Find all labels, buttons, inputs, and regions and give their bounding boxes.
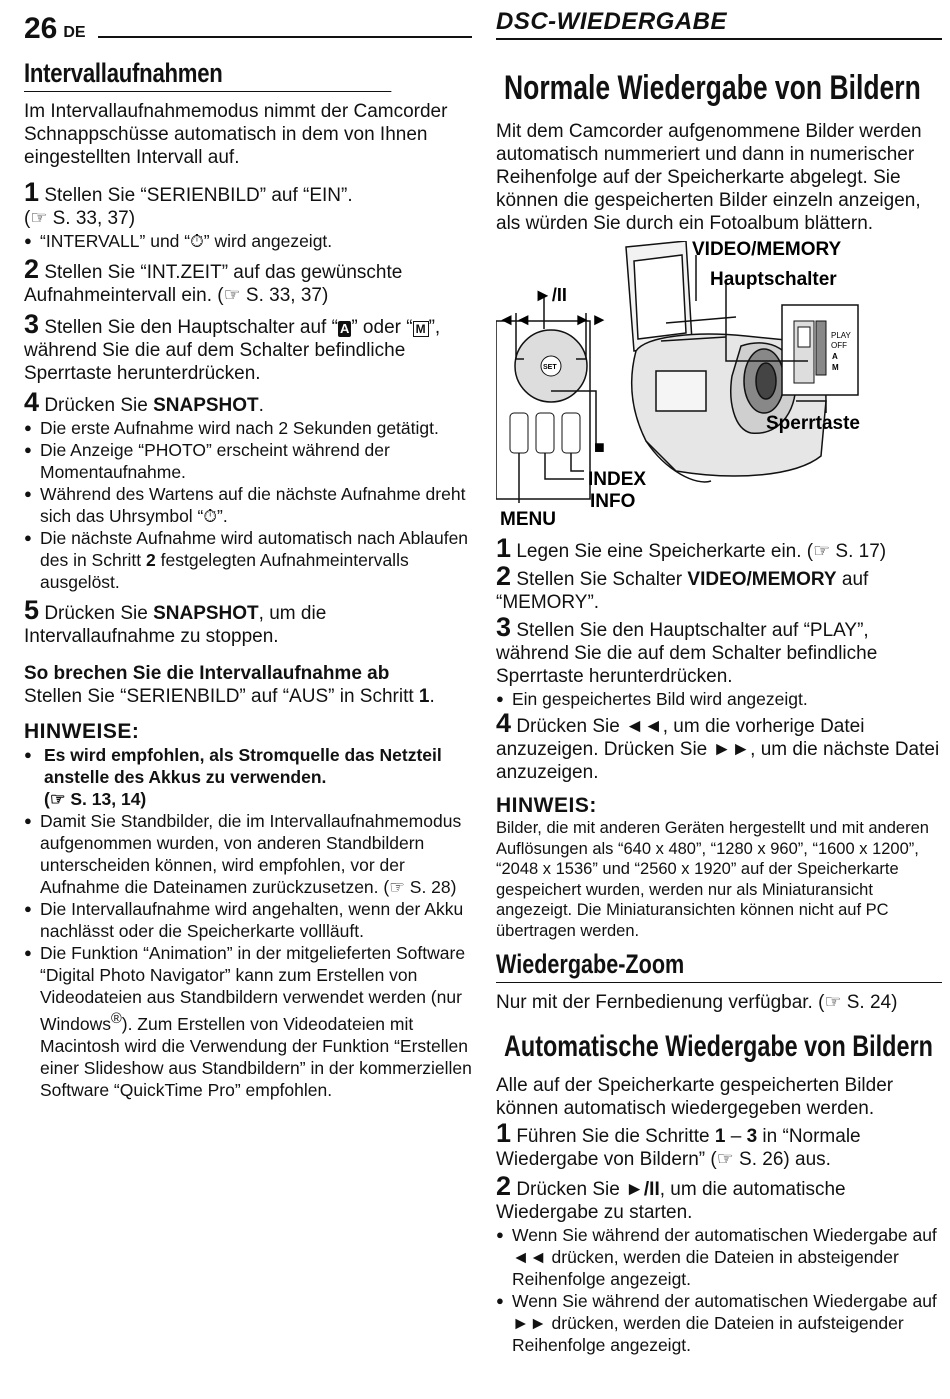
auto-step-2-bullet xyxy=(496,1224,942,1290)
playback-step-1 xyxy=(496,533,942,563)
step-bold: 1 xyxy=(714,1126,726,1147)
rewind-symbol: ◄◄ xyxy=(512,1247,547,1267)
auto-step-2-bullet xyxy=(496,1290,942,1356)
title-auto-playback xyxy=(496,1024,942,1070)
step-text: Stellen Sie “SERIENBILD” auf “EIN”. xyxy=(44,185,353,206)
step-number: 3 xyxy=(496,612,512,642)
title-normal-playback xyxy=(496,62,942,114)
step-text: ” oder “ xyxy=(351,317,413,338)
playback-step-3 xyxy=(496,612,942,688)
switch-a-label: A xyxy=(832,352,838,361)
section-title: Intervallaufnahmen xyxy=(24,58,391,92)
header-rule xyxy=(98,36,472,38)
mode-a-icon: A xyxy=(339,321,350,336)
abort-text-body: Stellen Sie “SERIENBILD” auf “AUS” in Schritt xyxy=(24,686,419,707)
menu-label: MENU xyxy=(500,509,556,530)
step-text: Drücken Sie xyxy=(44,395,154,416)
page-language: DE xyxy=(63,24,86,41)
step-2 xyxy=(24,254,472,307)
auto-step-2 xyxy=(496,1171,942,1224)
abort-text xyxy=(24,685,472,708)
notes-title: HINWEISE: xyxy=(24,720,140,743)
step-4-bullet xyxy=(24,527,472,593)
step-text: ”, während Sie die auf dem Schalter befindliche Sperrtaste herunterdrücken. xyxy=(24,317,441,384)
step-text: , um die vorherige Datei anzuzeigen. Drücken Sie xyxy=(496,716,865,760)
step-4-bullet: ● Die erste Aufnahme wird nach 2 Sekunden getätigt. xyxy=(24,417,472,439)
step-number: 4 xyxy=(496,708,512,738)
note-text: Damit Sie Standbilder, die im Intervallaufnahmemodus aufgenommen wurden, von anderen Standbildern unterscheiden können, wird empfohlen, vor der Aufnahme die Dateinamen zurückzusetzen. xyxy=(40,811,462,897)
auto-step-1 xyxy=(496,1118,942,1171)
bullet-text: drücken, werden die Dateien in aufsteigender Reihenfolge angezeigt. xyxy=(512,1313,904,1355)
note-3: ● Die Intervallaufnahme wird angehalten, wenn der Akku nachlässt oder die Speicherkarte vollläuft. xyxy=(24,898,472,942)
note-4 xyxy=(24,942,472,1101)
step-1 xyxy=(24,177,472,230)
step-text: Stellen Sie den Hauptschalter auf “PLAY”, während Sie die auf dem Schalter befindliche Sperrtaste herunterdrücken. xyxy=(496,620,878,687)
switch-off-label: OFF xyxy=(831,341,847,350)
step-number: 5 xyxy=(24,595,40,625)
step-text: , um die automatische Wiedergabe zu starten. xyxy=(496,1179,846,1223)
page-number: 26 xyxy=(24,12,58,45)
registered-mark: ® xyxy=(111,1011,122,1027)
switch-m-label: M xyxy=(832,363,839,372)
step-bold: 3 xyxy=(746,1126,758,1147)
control-pad-panel xyxy=(496,321,590,499)
play-pause-label: ►/II xyxy=(534,285,567,305)
zoom-text xyxy=(496,991,942,1014)
step-number: 2 xyxy=(496,561,512,591)
step-text-end: aus. xyxy=(789,1149,831,1170)
step-dash: – xyxy=(725,1126,747,1147)
bullet-text: festgelegten Aufnahmeintervalls ausgelöst. xyxy=(40,550,409,592)
zoom-rule xyxy=(496,982,942,983)
bullet-text: drücken, werden die Dateien in absteigender Reihenfolge angezeigt. xyxy=(512,1247,899,1289)
section-header: DSC-WIEDERGABE xyxy=(496,0,942,40)
note-text: Die Funktion “Animation” in der mitgelieferten Software “Digital Photo Navigator” kann zum Erstellen von Videodateien aus Standbildern verwendet werden (nur Windows xyxy=(40,943,466,1034)
playback-step-4 xyxy=(496,708,942,784)
step-text: , um die nächste Datei anzuzeigen. xyxy=(496,739,940,783)
mode-m-icon: M xyxy=(413,321,429,337)
page-reference: (☞ S. 26) xyxy=(710,1149,790,1170)
step-text-end: auf “MEMORY”. xyxy=(496,569,869,613)
step-1-bullet: ● “INTERVALL” und “⏱” wird angezeigt. xyxy=(24,230,472,252)
step-text: Stellen Sie “INT.ZEIT” auf das gewünschte Aufnahmeintervall ein. xyxy=(24,262,403,306)
intro-paragraph: Alle auf der Speicherkarte gespeicherten Bilder können automatisch wiedergegeben werden. xyxy=(496,1075,894,1119)
switch-play-label: PLAY xyxy=(831,331,851,340)
step-number: 1 xyxy=(496,1118,512,1148)
page-reference: (☞ S. 13, 14) xyxy=(44,789,147,809)
zoom-title: Wiedergabe-Zoom xyxy=(496,949,685,979)
note-1 xyxy=(24,744,472,810)
zoom-text-body: Nur mit der Fernbedienung verfügbar. xyxy=(496,992,813,1013)
step-text: Stellen Sie den Hauptschalter auf “ xyxy=(44,317,338,338)
playback-step-2 xyxy=(496,561,942,614)
page-reference: (☞ S. 28) xyxy=(383,877,457,897)
step-number: 3 xyxy=(24,309,40,339)
step-text: Führen Sie die Schritte xyxy=(516,1126,715,1147)
step-text-end: . xyxy=(258,395,264,416)
rewind-label: ◄◄ xyxy=(498,310,532,329)
step-text: Drücken Sie xyxy=(44,603,154,624)
intro-paragraph: Mit dem Camcorder aufgenommene Bilder werden automatisch nummeriert und dann in numerischer Reihenfolge auf der Speicherkarte abgelegt. Sie können die gespeicherten Bilder einzeln anzeigen, als würden Sie durch ein Fotoalbum blättern. xyxy=(496,121,922,234)
note-text: Es wird empfohlen, als Stromquelle das Netzteil anstelle des Akkus zu verwenden. xyxy=(44,745,442,787)
note-2 xyxy=(24,810,472,898)
video-memory-bold: VIDEO/MEMORY xyxy=(687,569,837,590)
step-text-end: , um die Intervallaufnahme zu stoppen. xyxy=(24,603,327,647)
step-number: 4 xyxy=(24,387,40,417)
abort-step-bold: 1 xyxy=(418,686,430,707)
step-number: 1 xyxy=(24,177,40,207)
snapshot-label: SNAPSHOT xyxy=(153,395,259,416)
page-header xyxy=(24,0,472,44)
title-text: Normale Wiedergabe von Bildern xyxy=(504,68,921,107)
right-column xyxy=(496,0,942,1356)
bullet-text: Wenn Sie während der automatischen Wiedergabe auf xyxy=(512,1291,937,1311)
fast-forward-symbol: ►► xyxy=(512,1313,547,1333)
fast-forward-symbol: ►► xyxy=(712,739,751,760)
fast-forward-label: ►► xyxy=(574,310,608,329)
bullet-text: Wenn Sie während der automatischen Wiedergabe auf xyxy=(512,1225,937,1245)
set-button-label: SET xyxy=(543,364,557,371)
step-text: Drücken Sie xyxy=(516,716,626,737)
step-text: Drücken Sie xyxy=(516,1179,626,1200)
bullet-bold: 2 xyxy=(146,550,156,570)
left-column xyxy=(24,0,472,1101)
page-reference: (☞ S. 24) xyxy=(818,992,898,1013)
lock-button-label: Sperrtaste xyxy=(766,413,860,434)
info-label: INFO xyxy=(590,491,636,512)
play-pause-symbol: ►/II xyxy=(625,1179,660,1200)
title-text: Automatische Wiedergabe von Bildern xyxy=(504,1030,933,1063)
bullet-text: Die nächste Aufnahme wird automatisch nach Ablaufen des in Schritt xyxy=(40,528,469,570)
step-text: Stellen Sie Schalter xyxy=(516,569,688,590)
step-text: in “Normale Wiedergabe von Bildern” xyxy=(496,1126,861,1170)
step-text: Legen Sie eine Speicherkarte ein. xyxy=(516,541,802,562)
step-number: 2 xyxy=(24,254,40,284)
step-4-bullet: ● Die Anzeige “PHOTO” erscheint während der Momentaufnahme. xyxy=(24,439,472,483)
step-number: 1 xyxy=(496,533,512,563)
step-5 xyxy=(24,595,472,648)
main-switch-label: Hauptschalter xyxy=(710,269,837,290)
rewind-symbol: ◄◄ xyxy=(625,716,663,737)
note-text: Bilder, die mit anderen Geräten hergestellt und mit anderen Auflösungen als “640 x 480”, “1280 x 960”, “1600 x 1200”, “2048 x 1536” und “2560 x 1920” auf der Speicherkarte gespeichert wurden, werden nur als Miniaturansicht angezeigt. Die Miniaturansichten können nicht auf PC übertragen werden. xyxy=(496,819,929,940)
step-4 xyxy=(24,387,472,417)
page-reference: (☞ S. 33, 37) xyxy=(217,285,329,306)
snapshot-label: SNAPSHOT xyxy=(153,603,259,624)
playback-step-3-bullet: ● Ein gespeichertes Bild wird angezeigt. xyxy=(496,688,942,710)
page-reference: (☞ S. 33, 37) xyxy=(24,208,136,229)
video-memory-label: VIDEO/MEMORY xyxy=(692,241,842,260)
note-title: HINWEIS: xyxy=(496,794,597,817)
step-3 xyxy=(24,309,472,385)
abort-title: So brechen Sie die Intervallaufnahme ab xyxy=(24,663,390,684)
step-number: 2 xyxy=(496,1171,512,1201)
page-reference: (☞ S. 17) xyxy=(806,541,887,562)
step-4-bullet: ● Während des Wartens auf die nächste Aufnahme dreht sich das Uhrsymbol “⏱”. xyxy=(24,483,472,527)
intro-paragraph: Im Intervallaufnahmemodus nimmt der Camcorder Schnappschüsse automatisch in dem von Ihnen eingestellten Intervall auf. xyxy=(24,101,448,168)
note-text: ). Zum Erstellen von Videodateien mit Macintosh wird die Verwendung der Funktion “Erstellen einer Slideshow aus Standbildern” in der kommerziellen Software “QuickTime Pro” empfohlen. xyxy=(40,1013,472,1100)
abort-text-end: . xyxy=(429,686,435,707)
camcorder-diagram xyxy=(496,241,942,535)
stop-label: ■ xyxy=(594,437,605,457)
index-label: INDEX xyxy=(588,469,647,490)
main-switch-panel xyxy=(782,305,858,395)
